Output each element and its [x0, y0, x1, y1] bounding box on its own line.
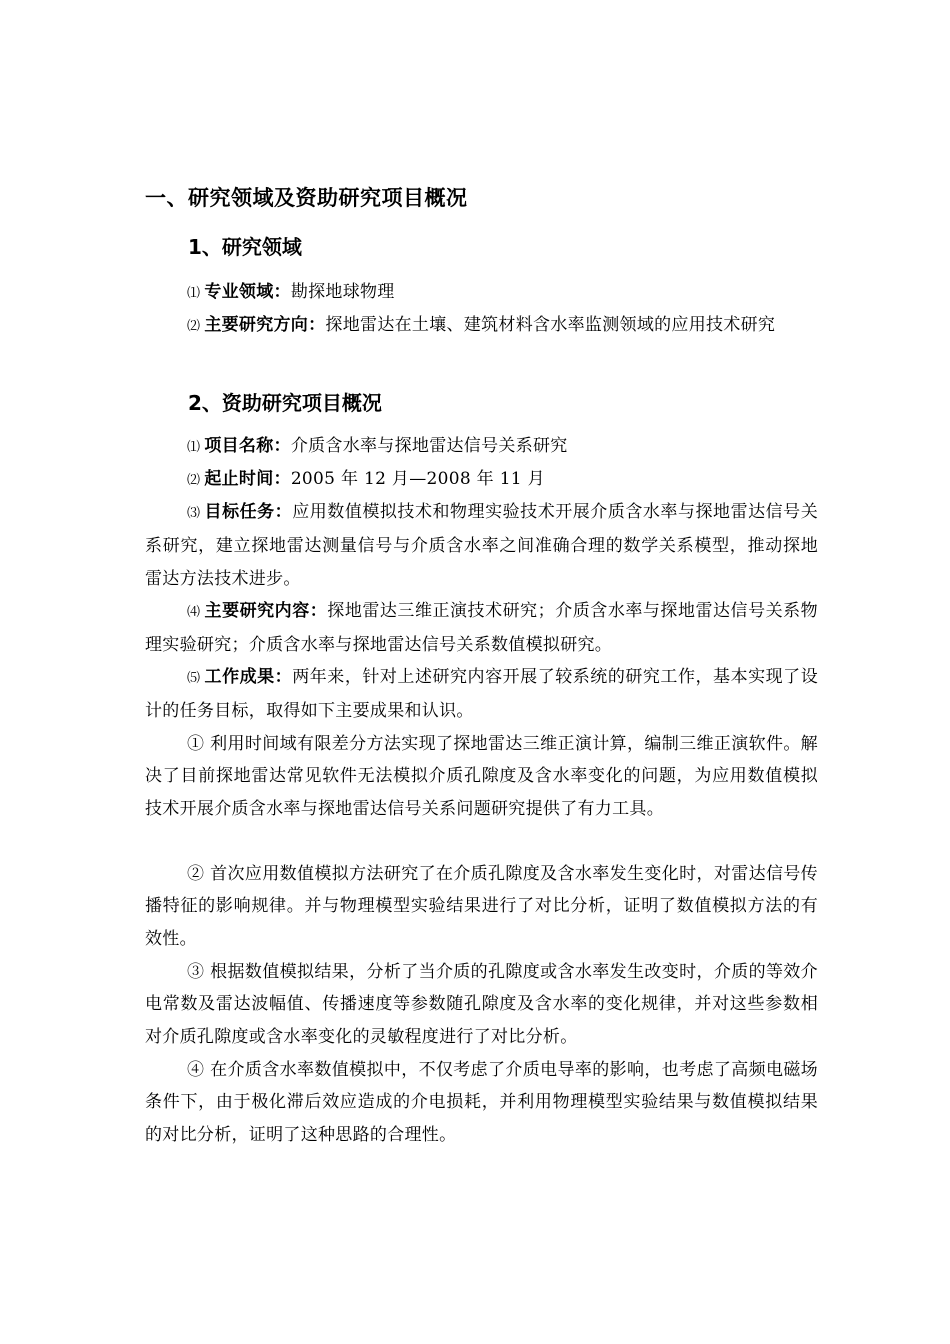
section-1-title: 1、研究领域	[188, 235, 302, 259]
item-number: ⑴	[187, 440, 201, 455]
item-number: ⑵	[187, 319, 201, 334]
item-label: 目标任务：	[204, 502, 293, 522]
item-label: 项目名称：	[204, 436, 291, 456]
section-2-title: 2、资助研究项目概况	[188, 391, 382, 415]
result-3: ③ 根据数值模拟结果，分析了当介质的孔隙度或含水率发生改变时，介质的等效介电常数及雷达波幅值、传播速度等参数随孔隙度及含水率的变化规律，并对这些参数相对介质孔隙度或含水率变化的灵敏程度进行了对比分析。	[145, 962, 818, 1047]
s1-item-1	[145, 276, 818, 310]
result-1: ① 利用时间域有限差分方法实现了探地雷达三维正演计算，编制三维正演软件。解决了目前探地雷达常见软件无法模拟介质孔隙度及含水率变化的问题，为应用数值模拟技术开展介质含水率与探地雷达信号关系问题研究提供了有力工具。	[145, 734, 818, 819]
s2-item-3	[145, 496, 818, 595]
item-number: ⑵	[187, 473, 201, 488]
item-text: 两年来，针对上述研究内容开展了较系统的研究工作，基本实现了设计的任务目标，取得如下主要成果和认识。	[145, 667, 819, 722]
item-text: 探地雷达三维正演技术研究；介质含水率与探地雷达信号关系物理实验研究；介质含水率与探地雷达信号关系数值模拟研究。	[145, 601, 818, 656]
item-text: 介质含水率与探地雷达信号关系研究	[290, 436, 568, 456]
s2-item-2	[145, 463, 818, 497]
item-label: 专业领域：	[204, 282, 291, 302]
s2-item-1	[145, 430, 818, 464]
item-label: 主要研究方向：	[204, 315, 326, 335]
item-text: 应用数值模拟技术和物理实验技术开展介质含水率与探地雷达信号关系研究，建立探地雷达测量信号与介质含水率之间准确合理的数学关系模型，推动探地雷达方法技术进步。	[145, 502, 819, 589]
item-label: 工作成果：	[204, 667, 293, 687]
item-number: ⑷	[187, 605, 201, 620]
item-number: ⑶	[187, 506, 201, 521]
s2-item-5	[145, 661, 818, 728]
main-heading: 一、研究领域及资助研究项目概况	[145, 186, 468, 210]
result-2: ② 首次应用数值模拟方法研究了在介质孔隙度及含水率发生变化时，对雷达信号传播特征的影响规律。并与物理模型实验结果进行了对比分析，证明了数值模拟方法的有效性。	[145, 864, 818, 949]
s2-item-4	[145, 595, 818, 662]
item-number: ⑴	[187, 286, 201, 301]
item-text: 2005 年 12 月—2008 年 11 月	[290, 469, 545, 489]
s1-item-2	[145, 309, 818, 343]
item-text: 勘探地球物理	[290, 282, 395, 302]
item-label: 起止时间：	[204, 469, 291, 489]
item-number: ⑸	[187, 671, 201, 686]
item-label: 主要研究内容：	[204, 601, 328, 621]
item-text: 探地雷达在土壤、建筑材料含水率监测领域的应用技术研究	[325, 315, 776, 335]
result-4: ④ 在介质含水率数值模拟中，不仅考虑了介质电导率的影响，也考虑了高频电磁场条件下，由于极化滞后效应造成的介电损耗，并利用物理模型实验结果与数值模拟结果的对比分析，证明了这种思路的合理性。	[145, 1060, 818, 1145]
